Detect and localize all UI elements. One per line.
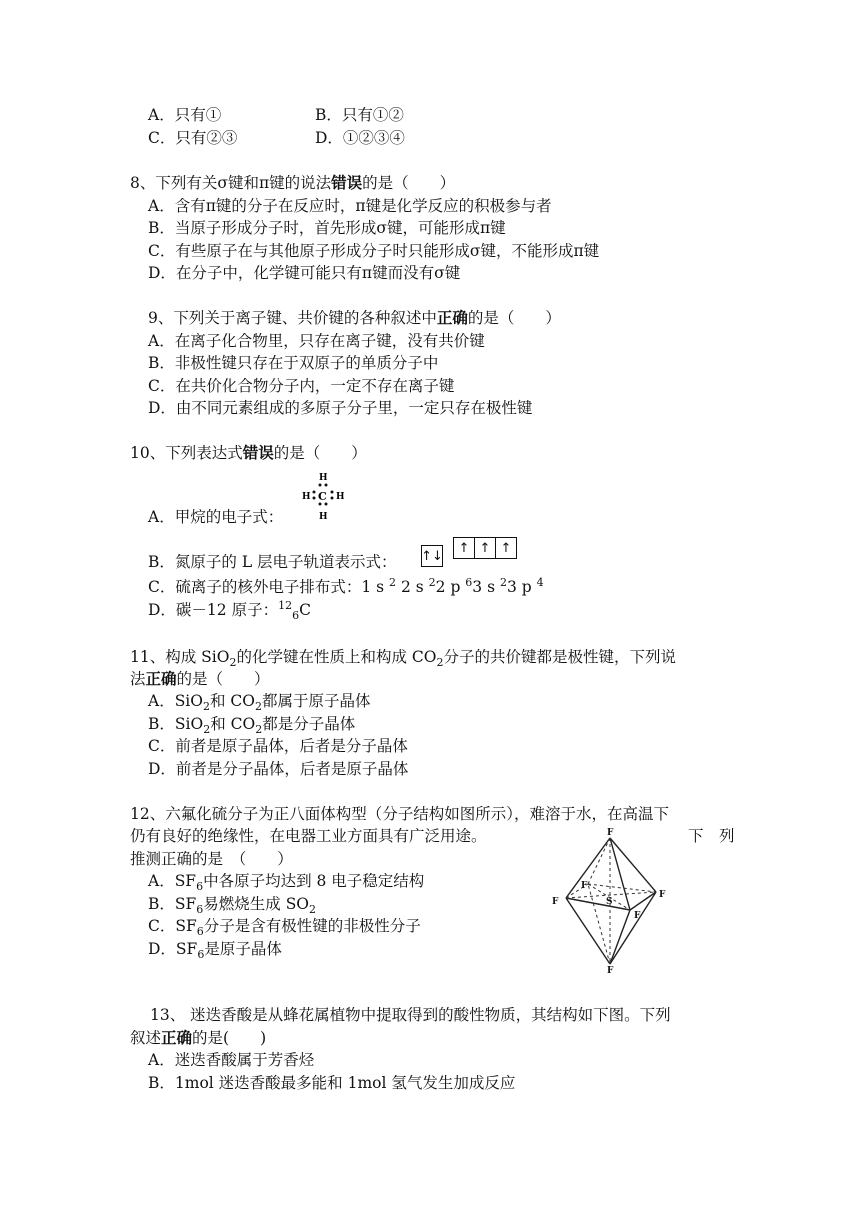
sulfur-center: S (606, 897, 613, 907)
q9-stem: 9、下列关于离子键、共价键的各种叙述中正确的是（ ） (148, 308, 561, 327)
q8-stem: 8、下列有关σ键和π键的说法错误的是（ ） (130, 173, 456, 192)
q11-stem-line2: 法正确的是（ ） (130, 669, 270, 688)
q12-stem-line2-tail: 下 列 (688, 827, 735, 845)
q13-option-a: A．迷迭香酸属于芳香烃 (148, 1051, 315, 1069)
fluorine-back: F (581, 881, 588, 891)
methane-h-top: H (319, 473, 328, 483)
q11-option-d: D．前者是分子晶体，后者是原子晶体 (148, 760, 409, 778)
q8-option-c: C．有些原子在与其他原子形成分子时只能形成σ键，不能形成π键 (148, 242, 600, 260)
methane-h-left: H (302, 492, 311, 502)
q12-option-d: D．$SF_6$是原子晶体 (148, 940, 282, 961)
sf6-octahedron-figure (548, 826, 672, 974)
orbital-2p-cell: ↑ (475, 538, 496, 558)
q7-option-b: B．只有①② (315, 106, 404, 124)
q13-stem-line1: 13、 迷迭香酸是从蜂花属植物中提取得到的酸性物质，其结构如下图。下列 (150, 1006, 671, 1024)
fluorine-right: F (659, 890, 666, 900)
q10-option-d: D．碳－12 原子：$^{12}_6$C (148, 599, 311, 622)
q12-stem-line3: 推测正确的是 （ ） (130, 850, 293, 868)
orbital-2s-cell: ↑↓ (421, 548, 443, 564)
q7-option-c: C．只有②③ (148, 129, 238, 147)
carbon-mass-number: 12 (278, 599, 293, 612)
fluorine-front: F (634, 911, 641, 921)
q13-option-b: B．1mol 迷迭香酸最多能和 1mol 氢气发生加成反应 (148, 1074, 516, 1092)
q9-option-a: A．在离子化合物里，只存在离子键，没有共价键 (148, 332, 485, 350)
q7-option-d: D．①②③④ (315, 129, 405, 147)
q9-option-c: C．在共价化合物分子内，一定不存在离子键 (148, 377, 455, 395)
orbital-2s-box (421, 545, 443, 567)
methane-h-right: H (336, 492, 345, 502)
q11-option-b: B．SiO$_2$和 $CO_2$都是分子晶体 (148, 715, 356, 736)
orbital-2p-boxes (453, 537, 517, 559)
fluorine-bottom: F (607, 966, 614, 974)
q10-option-c: C．硫离子的核外电子排布式：1 s $^2$ 2 s $^2$2 p $^6$3 s $^2$3 p $^4$ (148, 576, 544, 596)
q8-option-a: A．含有π键的分子在反应时，π键是化学反应的积极参与者 (148, 197, 552, 215)
q12-option-a: A．$SF_6$中各原子均达到 8 电子稳定结构 (148, 872, 425, 893)
q11-option-a: A．SiO$_2$和 $CO_2$都属于原子晶体 (148, 692, 371, 713)
orbital-2p-cell: ↑ (500, 540, 512, 556)
q12-option-b: B．$SF_6$易燃烧生成 $SO_2$ (148, 895, 317, 916)
fluorine-left: F (552, 897, 559, 907)
carbon-atomic-number: 6 (292, 609, 300, 622)
methane-c: C (318, 490, 327, 503)
q12-option-c: C．$SF_6$分子是含有极性键的非极性分子 (148, 917, 421, 938)
q12-stem-line1: 12、六氟化硫分子为正八面体构型（分子结构如图所示），难溶于水，在高温下 (130, 805, 669, 823)
methane-electron-formula (298, 470, 348, 522)
q8-option-d: D．在分子中，化学键可能只有π键而没有σ键 (148, 264, 461, 282)
methane-h-bottom: H (319, 512, 328, 522)
q11-option-c: C．前者是原子晶体，后者是分子晶体 (148, 737, 408, 755)
q12-stem-line2: 仍有良好的绝缘性，在电器工业方面具有广泛用途。 (130, 827, 487, 845)
sulfide-config: 1 s $^2$ 2 s $^2$2 p $^6$3 s $^2$3 p $^4$ (361, 576, 544, 596)
fluorine-top: F (607, 828, 614, 838)
q10-option-b: B．氮原子的 L 层电子轨道表示式： (148, 553, 397, 571)
q13-stem-line2: 叙述正确的是( ) (130, 1028, 267, 1047)
q9-option-d: D．由不同元素组成的多原子分子里，一定只存在极性键 (148, 399, 533, 417)
q8-option-b: B．当原子形成分子时，首先形成σ键，可能形成π键 (148, 219, 506, 237)
q10-option-a: A．甲烷的电子式： (148, 508, 284, 526)
orbital-2p-cell: ↑ (454, 538, 475, 558)
q9-option-b: B．非极性键只存在于双原子的单质分子中 (148, 354, 439, 372)
q7-option-a: A．只有① (148, 106, 222, 124)
q10-stem: 10、下列表达式错误的是（ ） (130, 443, 367, 462)
q11-stem-line1: 11、构成 SiO$_2$的化学键在性质上和构成 $CO_2$分子的共价键都是极性键，下列说 (130, 648, 676, 669)
